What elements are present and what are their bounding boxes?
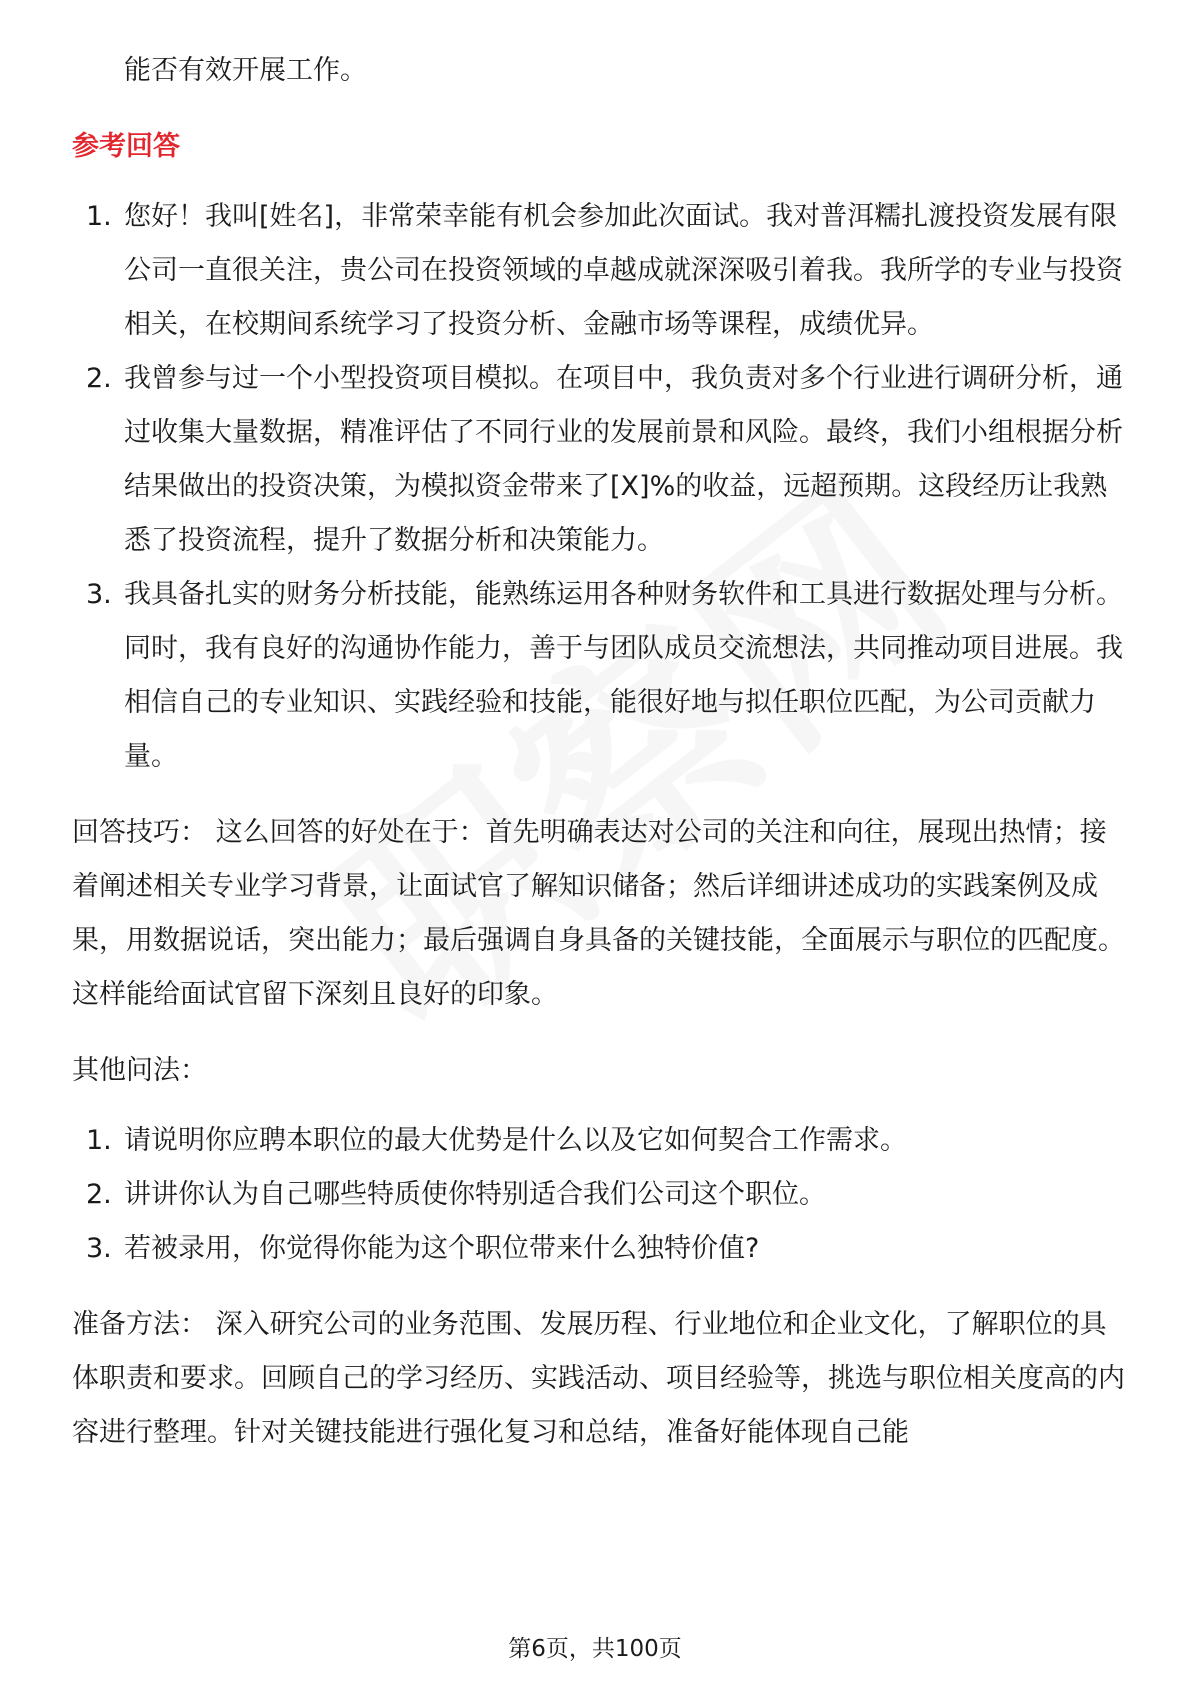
- answer-tips: 回答技巧： 这么回答的好处在于：首先明确表达对公司的关注和向往，展现出热情；接着阐述相关专业学习背景，让面试官了解知识储备；然后详细讲述成功的实践案例及成果，用数据说话，突出能力；最后强调自身具备的关键技能，全面展示与职位的匹配度。这样能给面试官留下深刻且良好的印象。: [72, 817, 1125, 1010]
- list-number: 2.: [86, 363, 112, 394]
- list-number: 3.: [86, 579, 112, 610]
- list-item: [72, 352, 1132, 568]
- list-item-text: 您好！我叫[姓名]，非常荣幸能有机会参加此次面试。我对普洱糯扎渡投资发展有限公司一直很关注，贵公司在投资领域的卓越成就深深吸引着我。我所学的专业与投资相关，在校期间系统学习了投资分析、金融市场等课程，成绩优异。: [124, 201, 1123, 340]
- other-questions-heading: 其他问法：: [72, 1055, 207, 1086]
- list-item: [72, 568, 1132, 784]
- list-number: 2.: [86, 1179, 112, 1210]
- list-item-text: 若被录用，你觉得你能为这个职位带来什么独特价值?: [124, 1233, 760, 1264]
- page-number-footer: 第6页，共100页: [508, 1636, 682, 1662]
- list-item: [72, 1168, 1132, 1222]
- list-number: 1.: [86, 201, 112, 232]
- list-number: 1.: [86, 1125, 112, 1156]
- list-item-text: 讲讲你认为自己哪些特质使你特别适合我们公司这个职位。: [124, 1179, 826, 1210]
- list-item: [72, 190, 1132, 352]
- other-questions-list: [72, 1114, 1132, 1276]
- list-item-text: 我曾参与过一个小型投资项目模拟。在项目中，我负责对多个行业进行调研分析，通过收集大量数据，精准评估了不同行业的发展前景和风险。最终，我们小组根据分析结果做出的投资决策，为模拟资金带来了[X]%的收益，远超预期。这段经历让我熟悉了投资流程，提升了数据分析和决策能力。: [124, 363, 1123, 556]
- document-body: [72, 44, 1132, 1460]
- answer-list: [72, 190, 1132, 784]
- list-item: [72, 1114, 1132, 1168]
- preparation-method: 准备方法： 深入研究公司的业务范围、发展历程、行业地位和企业文化，了解职位的具体职责和要求。回顾自己的学习经历、实践活动、项目经验等，挑选与职位相关度高的内容进行整理。针对关键技能进行强化复习和总结，准备好能体现自己能: [72, 1309, 1125, 1448]
- list-item: [72, 1222, 1132, 1276]
- reference-answer-heading: 参考回答: [72, 131, 180, 162]
- list-item-text: 我具备扎实的财务分析技能，能熟练运用各种财务软件和工具进行数据处理与分析。同时，我有良好的沟通协作能力，善于与团队成员交流想法，共同推动项目进展。我相信自己的专业知识、实践经验和技能，能很好地与拟任职位匹配，为公司贡献力量。: [124, 579, 1123, 772]
- list-item-text: 请说明你应聘本职位的最大优势是什么以及它如何契合工作需求。: [124, 1125, 907, 1156]
- list-number: 3.: [86, 1233, 112, 1264]
- continuation-text: 能否有效开展工作。: [124, 55, 367, 86]
